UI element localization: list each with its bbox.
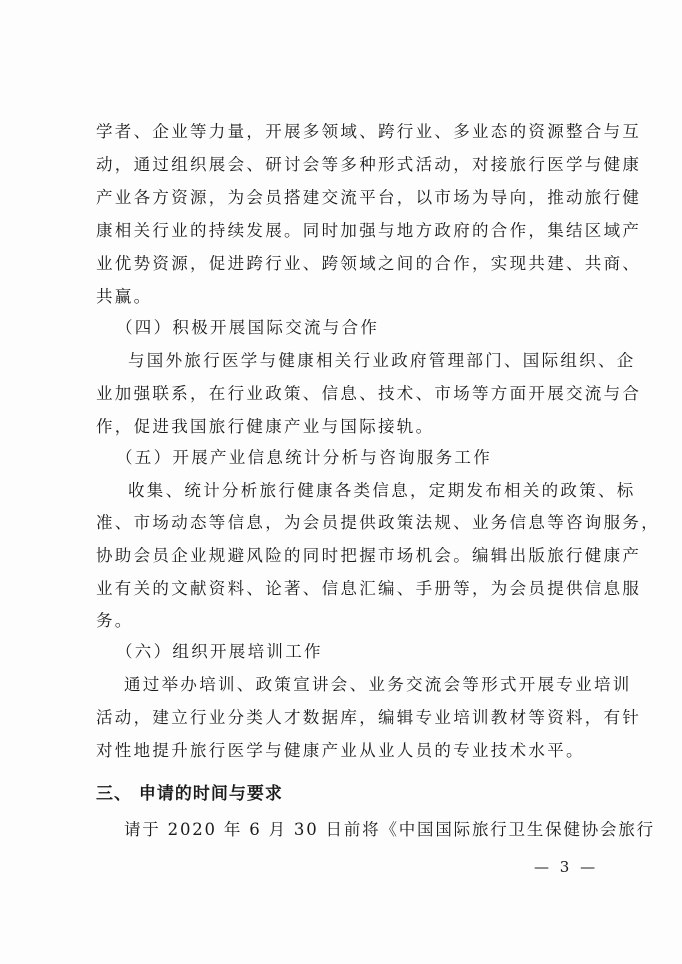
paragraph-line: 业有关的文献资料、论著、信息汇编、手册等，为会员提供信息服 (96, 579, 642, 598)
paragraph-line: 通过举办培训、政策宣讲会、业务交流会等形式开展专业培训 (124, 675, 632, 694)
paragraph-line: 务。 (96, 611, 134, 630)
section-title: （四）积极开展国际交流与合作 (116, 318, 380, 337)
paragraph-line: 学者、企业等力量，开展多领域、跨行业、多业态的资源整合与互 (96, 122, 642, 141)
paragraph-line: 收集、统计分析旅行健康各类信息，定期发布相关的政策、标 (128, 481, 636, 500)
paragraph-line: 产业各方资源，为会员搭建交流平台，以市场为导向，推动旅行健 (96, 188, 642, 207)
paragraph-line: 准、市场动态等信息，为会员提供政策法规、业务信息等咨询服务， (96, 513, 660, 532)
paragraph-line: 动，通过组织展会、研讨会等多种形式活动，对接旅行医学与健康 (96, 155, 642, 174)
paragraph-line: 活动，建立行业分类人才数据库，编辑专业培训教材等资料，有针 (96, 708, 642, 727)
paragraph-line: 与国外旅行医学与健康相关行业政府管理部门、国际组织、企 (128, 351, 636, 370)
paragraph-line: 业优势资源，促进跨行业、跨领域之间的合作，实现共建、共商、 (96, 254, 642, 273)
section-title: （六）组织开展培训工作 (116, 642, 323, 661)
paragraph-line: 共赢。 (96, 287, 153, 306)
paragraph-line: 对性地提升旅行医学与健康产业从业人员的专业技术水平。 (96, 741, 585, 760)
section-heading: 三、 申请的时间与要求 (96, 784, 283, 804)
paragraph-line: 业加强联系，在行业政策、信息、技术、市场等方面开展交流与合 (96, 384, 642, 403)
paragraph-line: 作，促进我国旅行健康产业与国际接轨。 (96, 417, 435, 436)
paragraph-line: 康相关行业的持续发展。同时加强与地方政府的合作，集结区域产 (96, 221, 642, 240)
page-number: — 3 — (534, 858, 599, 876)
paragraph-line: 请于 2020 年 6 月 30 日前将《中国国际旅行卫生保健协会旅行 (124, 820, 655, 839)
paragraph-line: 协助会员企业规避风险的同时把握市场机会。编辑出版旅行健康产 (96, 546, 642, 565)
section-title: （五）开展产业信息统计分析与咨询服务工作 (116, 448, 492, 467)
